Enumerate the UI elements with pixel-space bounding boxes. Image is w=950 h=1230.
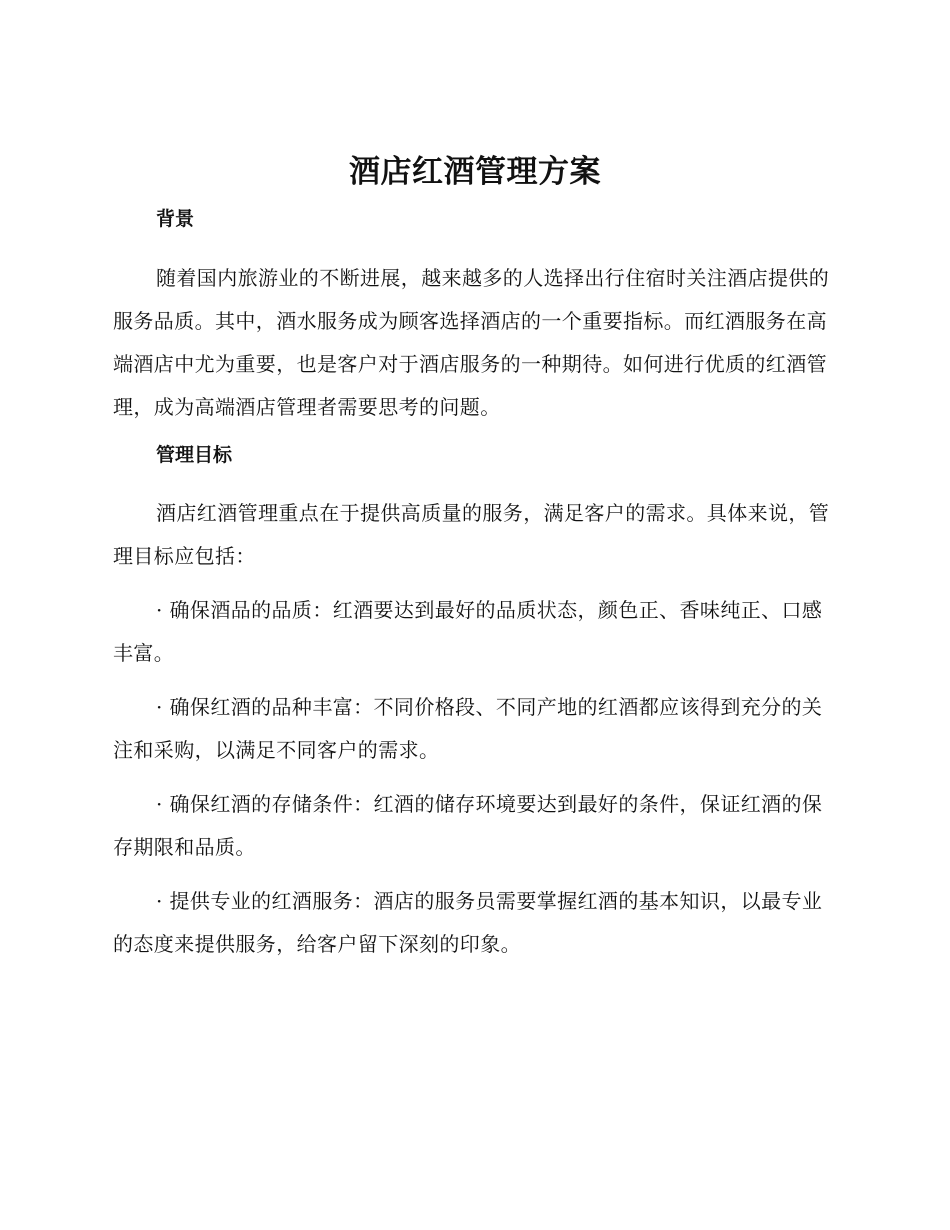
goal-item-service: · 提供专业的红酒服务：酒店的服务员需要掌握红酒的基本知识，以最专业的态度来提供服务，给客户留下深刻的印象。: [113, 889, 823, 956]
section-heading-management-goals: 管理目标: [156, 444, 233, 466]
goal-item-variety: · 确保红酒的品种丰富：不同价格段、不同产地的红酒都应该得到充分的关注和采购，以满足不同客户的需求。: [113, 695, 823, 762]
section-management-goals: [113, 441, 833, 966]
goal-item-storage: · 确保红酒的存储条件：红酒的储存环境要达到最好的条件，保证红酒的保存期限和品质。: [113, 792, 823, 859]
document-title: 酒店红酒管理方案: [349, 154, 601, 190]
goal-item-quality: · 确保酒品的品质：红酒要达到最好的品质状态，颜色正、香味纯正、口感丰富。: [113, 598, 823, 665]
goals-intro-paragraph: 酒店红酒管理重点在于提供高质量的服务，满足客户的需求。具体来说，管理目标应包括：: [113, 501, 830, 568]
background-paragraph: 随着国内旅游业的不断进展，越来越多的人选择出行住宿时关注酒店提供的服务品质。其中，酒水服务成为顾客选择酒店的一个重要指标。而红酒服务在高端酒店中尤为重要，也是客户对于酒店服务的一种期待。如何进行优质的红酒管理，成为高端酒店管理者需要思考的问题。: [113, 266, 830, 419]
section-background: [113, 205, 833, 429]
section-heading-background: 背景: [156, 208, 195, 230]
